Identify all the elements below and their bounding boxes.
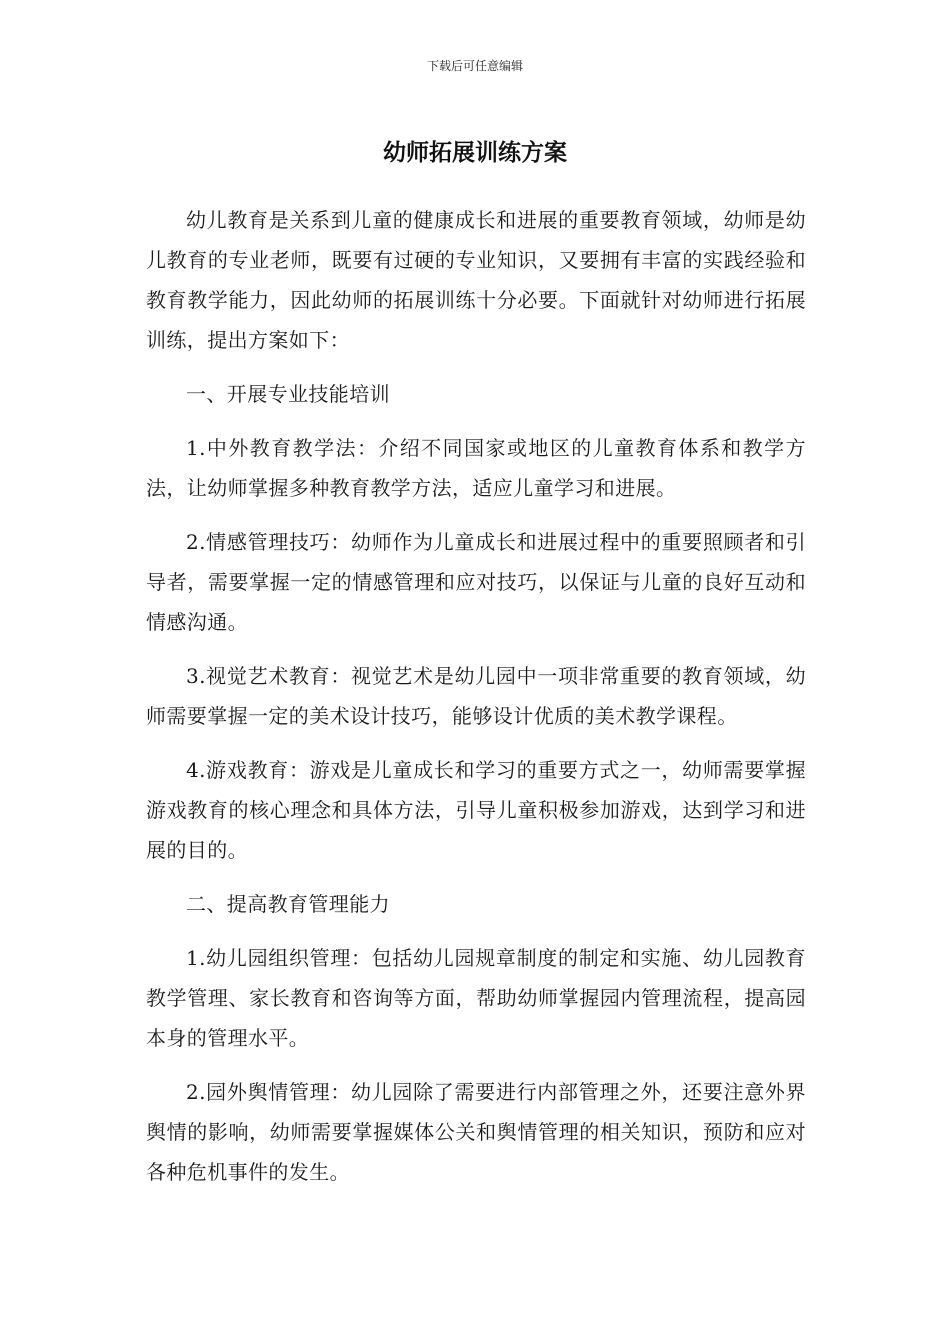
section-heading-skills-training: 一、开展专业技能培训 (186, 382, 390, 406)
document-body (146, 200, 806, 1206)
list-item-paragraph: 4.游戏教育：游戏是儿童成长和学习的重要方式之一，幼师需要掌握游戏教育的核心理念和具体方法，引导儿童积极参加游戏，达到学习和进展的目的。 (146, 758, 806, 862)
section-heading-management: 二、提高教育管理能力 (186, 892, 390, 916)
list-item-paragraph: 1.幼儿园组织管理：包括幼儿园规章制度的制定和实施、幼儿园教育教学管理、家长教育和咨询等方面，帮助幼师掌握园内管理流程，提高园本身的管理水平。 (146, 946, 806, 1050)
document-title: 幼师拓展训练方案 (383, 140, 567, 166)
list-item-paragraph: 1.中外教育教学法：介绍不同国家或地区的儿童教育体系和教学方法，让幼师掌握多种教育教学方法，适应儿童学习和进展。 (146, 436, 806, 500)
list-item-paragraph: 2.情感管理技巧：幼师作为儿童成长和进展过程中的重要照顾者和引导者，需要掌握一定的情感管理和应对技巧，以保证与儿童的良好互动和情感沟通。 (146, 530, 806, 634)
list-item-paragraph: 2.园外舆情管理：幼儿园除了需要进行内部管理之外，还要注意外界舆情的影响，幼师需要掌握媒体公关和舆情管理的相关知识，预防和应对各种危机事件的发生。 (146, 1080, 806, 1184)
intro-paragraph: 幼儿教育是关系到儿童的健康成长和进展的重要教育领域，幼师是幼儿教育的专业老师，既要有过硬的专业知识，又要拥有丰富的实践经验和教育教学能力，因此幼师的拓展训练十分必要。下面就针对幼师进行拓展训练，提出方案如下： (146, 208, 806, 352)
list-item-paragraph: 3.视觉艺术教育：视觉艺术是幼儿园中一项非常重要的教育领域，幼师需要掌握一定的美术设计技巧，能够设计优质的美术教学课程。 (146, 664, 806, 728)
header-note: 下载后可任意编辑 (426, 59, 523, 73)
